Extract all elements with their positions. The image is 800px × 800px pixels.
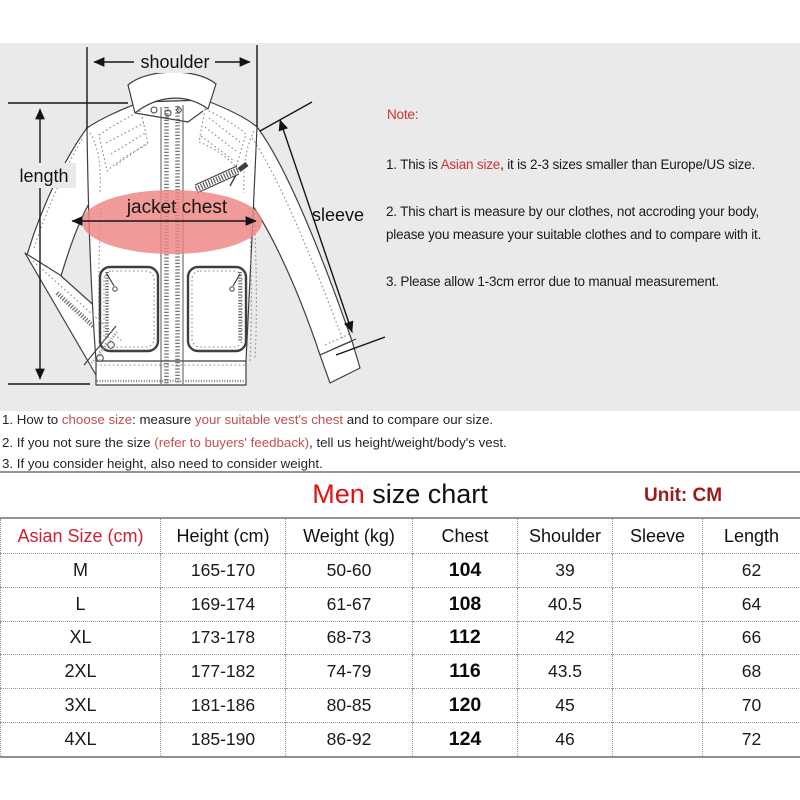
- cell-length: 66: [703, 621, 800, 655]
- sleeve-measure-label: sleeve: [312, 205, 365, 225]
- cell-sleeve: [613, 689, 703, 723]
- tip-2-rest: , tell us height/weight/body's vest.: [309, 435, 507, 450]
- table-row: [1, 689, 800, 723]
- cell-chest: 124: [413, 722, 518, 756]
- cell-shoulder: 45: [518, 689, 613, 723]
- note-item-2-line-2: please you measure your suitable clothes and to compare with it.: [386, 227, 762, 242]
- note-1-text: 1. This is: [386, 157, 441, 172]
- cell-chest: 104: [413, 554, 518, 588]
- unit-label: Unit: CM: [644, 485, 723, 506]
- cell-weight: 86-92: [286, 722, 413, 756]
- cell-chest: 112: [413, 621, 518, 655]
- cell-shoulder: 46: [518, 722, 613, 756]
- cell-shoulder: 43.5: [518, 655, 613, 689]
- cell-chest: 120: [413, 689, 518, 723]
- note-item-1: [386, 157, 755, 172]
- tip-1-mid: : measure: [132, 412, 195, 427]
- cell-sleeve: [613, 655, 703, 689]
- cell-chest: 116: [413, 655, 518, 689]
- col-header-chest: Chest: [413, 519, 518, 554]
- cell-sleeve: [613, 621, 703, 655]
- table-row: [1, 621, 800, 655]
- cell-shoulder: 39: [518, 554, 613, 588]
- cell-chest: 108: [413, 587, 518, 621]
- cell-length: 70: [703, 689, 800, 723]
- col-header-height: Height (cm): [161, 519, 286, 554]
- table-row: [1, 587, 800, 621]
- col-header-length: Length: [703, 519, 800, 554]
- col-header-sleeve: Sleeve: [613, 519, 703, 554]
- cell-sleeve: [613, 722, 703, 756]
- size-chart-section: [0, 471, 800, 758]
- cell-weight: 74-79: [286, 655, 413, 689]
- col-header-shoulder: Shoulder: [518, 519, 613, 554]
- table-row: [1, 655, 800, 689]
- table-row: [1, 722, 800, 756]
- cell-size: L: [1, 587, 161, 621]
- cell-weight: 50-60: [286, 554, 413, 588]
- tip-2-highlight: (refer to buyers' feedback): [154, 435, 310, 450]
- size-table: [0, 519, 800, 758]
- note-heading: Note:: [387, 107, 419, 122]
- table-title-highlight: Men: [312, 479, 365, 509]
- tip-1-highlight-2: your suitable vest's chest: [194, 412, 344, 427]
- length-measure-label: length: [19, 166, 69, 186]
- col-header-asian-size: Asian Size (cm): [17, 525, 144, 546]
- cell-sleeve: [613, 554, 703, 588]
- cell-size: 4XL: [1, 722, 161, 756]
- tip-1-highlight-1: choose size: [61, 412, 133, 427]
- cell-height: 165-170: [161, 554, 286, 588]
- cell-size: XL: [1, 621, 161, 655]
- shoulder-measure-label: shoulder: [140, 52, 210, 72]
- diagram-note-panel: [0, 43, 800, 411]
- cell-height: 169-174: [161, 587, 286, 621]
- tip-1-rest: and to compare our size.: [343, 412, 494, 427]
- note-1-highlight: Asian size: [440, 157, 501, 172]
- cell-size: M: [1, 554, 161, 588]
- cell-length: 62: [703, 554, 800, 588]
- tip-3: 3. If you consider height, also need to consider weight.: [2, 456, 323, 471]
- cell-length: 72: [703, 722, 800, 756]
- cell-weight: 61-67: [286, 587, 413, 621]
- cell-sleeve: [613, 587, 703, 621]
- cell-length: 64: [703, 587, 800, 621]
- note-item-2-line-1: 2. This chart is measure by our clothes, not accroding your body,: [386, 204, 759, 219]
- cell-shoulder: 42: [518, 621, 613, 655]
- tip-1: [2, 412, 493, 427]
- cell-length: 68: [703, 655, 800, 689]
- jacket-measurement-diagram: [0, 43, 390, 411]
- cell-height: 173-178: [161, 621, 286, 655]
- cell-height: 181-186: [161, 689, 286, 723]
- table-title-rest: size chart: [364, 479, 488, 509]
- cell-size: 2XL: [1, 655, 161, 689]
- jacket-chest-label: jacket chest: [126, 197, 228, 218]
- tip-1-text: 1. How to: [2, 412, 62, 427]
- cell-shoulder: 40.5: [518, 587, 613, 621]
- tip-2: [2, 435, 507, 450]
- tip-2-text: 2. If you not sure the size: [2, 435, 155, 450]
- cell-size: 3XL: [1, 689, 161, 723]
- cell-weight: 80-85: [286, 689, 413, 723]
- cell-height: 185-190: [161, 722, 286, 756]
- cell-weight: 68-73: [286, 621, 413, 655]
- table-header-row: [1, 519, 800, 554]
- col-header-weight: Weight (kg): [286, 519, 413, 554]
- note-item-3: 3. Please allow 1-3cm error due to manual measurement.: [386, 274, 719, 289]
- note-1-rest: , it is 2-3 sizes smaller than Europe/US size.: [500, 157, 756, 172]
- table-row: [1, 554, 800, 588]
- cell-height: 177-182: [161, 655, 286, 689]
- table-title-row: [0, 471, 800, 519]
